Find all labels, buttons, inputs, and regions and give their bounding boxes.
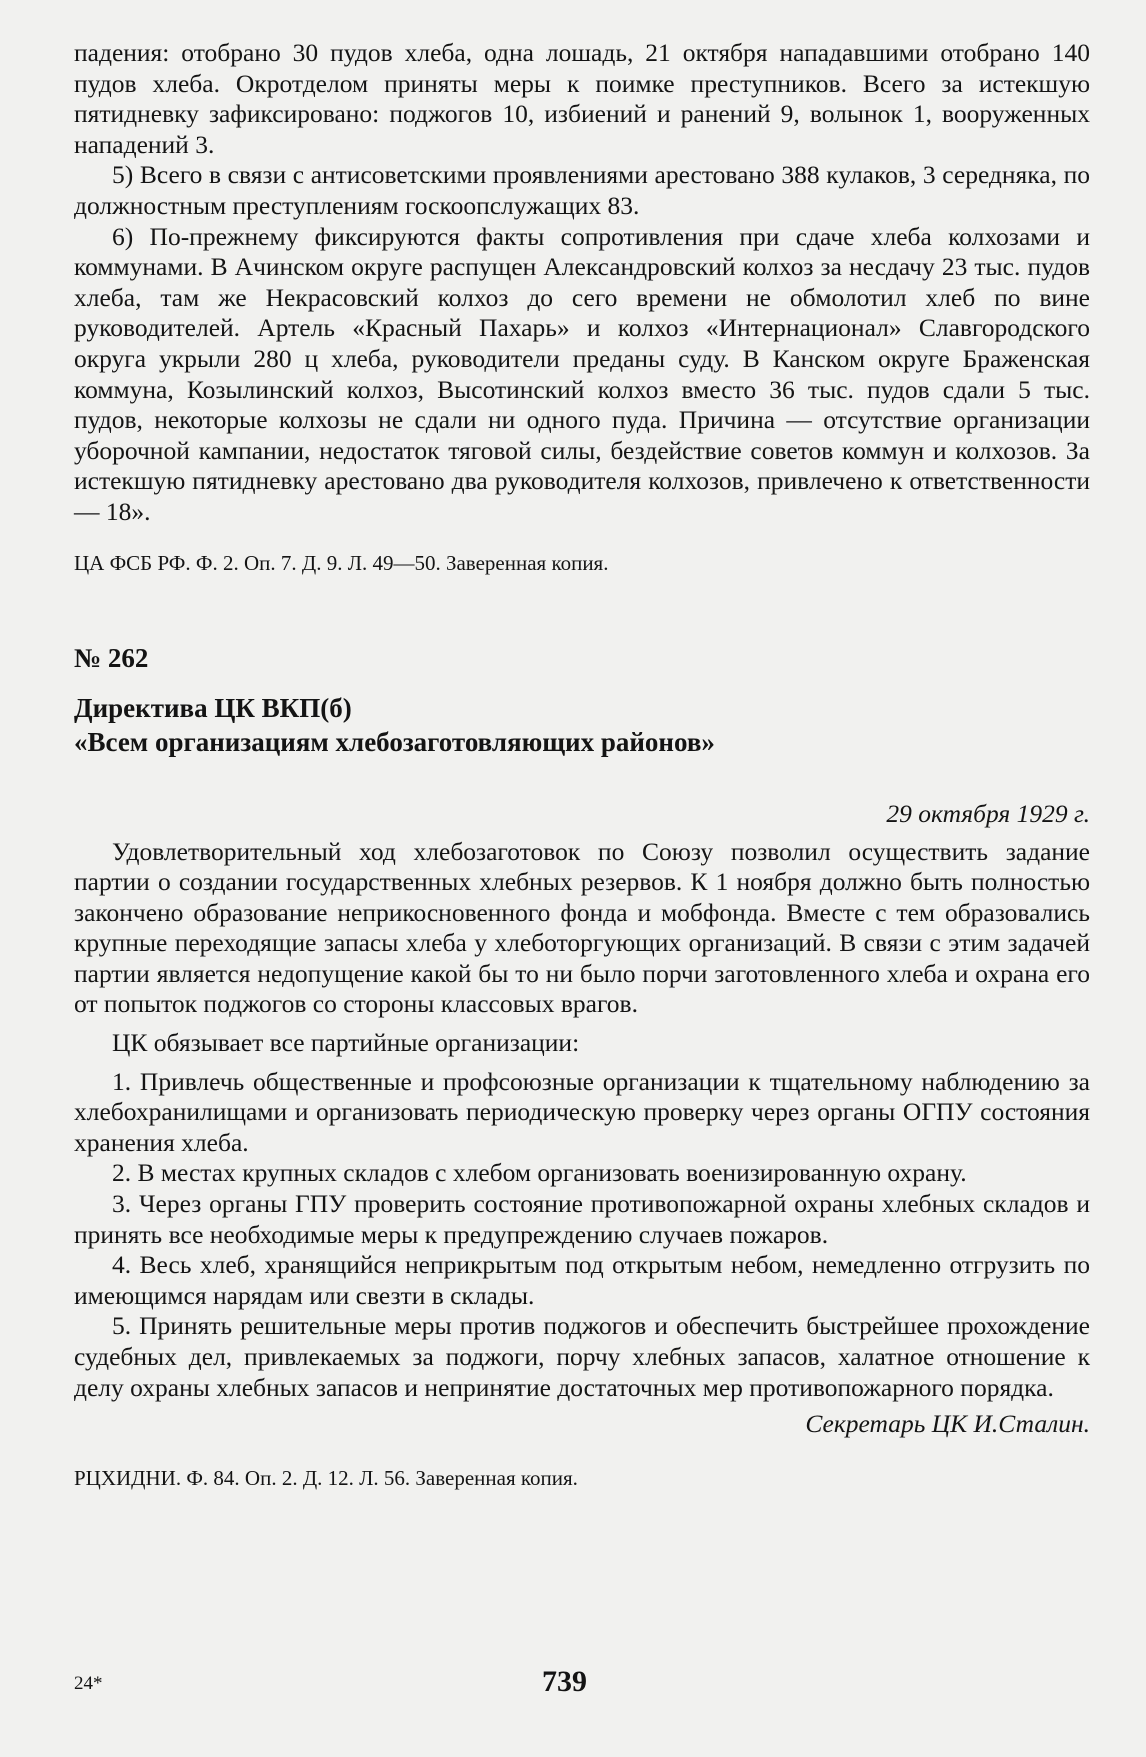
title-line-2: «Всем организациям хлебозаготовляющих районов» bbox=[74, 726, 715, 757]
paragraph: Удовлетворительный ход хлебозаготовок по Союзу позволил осуществить задание партии о создании государственных хлебных резервов. К 1 ноября должно быть полностью закончено образование неприкосновенного фонда и мобфонда. Вместе с тем образовались крупные переходящие запасы хлеба у хлеботоргующих организаций. В связи с этим задачей партии является недопущение какой бы то ни было порчи заготовленного хлеба и охрана его от попыток поджогов со стороны классовых врагов. bbox=[74, 836, 1090, 1019]
document-page bbox=[74, 38, 1090, 1491]
archive-source: РЦХИДНИ. Ф. 84. Оп. 2. Д. 12. Л. 56. Заверенная копия. bbox=[74, 1466, 578, 1491]
list-item: 5. Принять решительные меры против поджогов и обеспечить быстрейшее прохождение судебных дел, привлекаемых за поджоги, порчу хлебных запасов, халатное отношение к делу охраны хлебных запасов и непринятие достаточных мер противопожарного порядка. bbox=[74, 1311, 1090, 1402]
paragraph: 6) По-прежнему фиксируются факты сопротивления при сдаче хлеба колхозами и коммунами. В Ачинском округе распущен Александровский колхоз за несдачу 23 тыс. пудов хлеба, там же Некрасовский колхоз до сего времени не обмолотил хлеб по вине руководителей. Артель «Красный Пахарь» и колхоз «Интернационал» Славгородского округа укрыли 280 ц хлеба, руководители преданы суду. В Канском округе Браженская коммуна, Козылинский колхоз, Высотинский колхоз вместо 36 тыс. пудов сдали 5 тыс. пудов, некоторые колхозы не сдали ни одного пуда. Причина — отсутствие организации уборочной кампании, недостаток тяговой силы, бездействие советов коммун и колхозов. За истекшую пятидневку арестовано два руководителя колхозов, привлечено к ответственности — 18». bbox=[74, 221, 1090, 526]
list-item: 1. Привлечь общественные и профсоюзные организации к тщательному наблюдению за хлебохранилищами и организовать периодическую проверку через органы ОГПУ состояния хранения хлеба. bbox=[74, 1066, 1090, 1157]
page-footer bbox=[74, 1665, 1090, 1705]
signature: Секретарь ЦК И.Сталин. bbox=[805, 1409, 1090, 1439]
paragraph: ЦК обязывает все партийные организации: bbox=[112, 1028, 580, 1058]
title-line-1: Директива ЦК ВКП(б) bbox=[74, 692, 352, 723]
document-date: 29 октября 1929 г. bbox=[886, 798, 1090, 828]
signature-mark: 24* bbox=[74, 1673, 103, 1694]
list-item: 2. В местах крупных складов с хлебом организовать военизированную охрану. bbox=[112, 1158, 967, 1188]
document-262 bbox=[74, 642, 1090, 1492]
archive-source: ЦА ФСБ РФ. Ф. 2. Оп. 7. Д. 9. Л. 49—50. Заверенная копия. bbox=[74, 550, 609, 575]
list-item: 4. Весь хлеб, хранящийся неприкрытым под открытым небом, немедленно отгрузить по имеющимся нарядам или свезти в склады. bbox=[74, 1250, 1090, 1310]
previous-document-continuation bbox=[74, 38, 1090, 576]
paragraph: падения: отобрано 30 пудов хлеба, одна лошадь, 21 октября нападавшими отобрано 140 пудов хлеба. Окротделом приняты меры к поимке преступников. Всего за истекшую пятидневку зафиксировано: поджогов 10, избиений и ранений 9, волынок 1, вооруженных нападений 3. bbox=[74, 38, 1090, 159]
page-number: 739 bbox=[542, 1665, 587, 1698]
list-item: 3. Через органы ГПУ проверить состояние противопожарной охраны хлебных складов и принять все необходимые меры к предупреждению случаев пожаров. bbox=[74, 1189, 1090, 1249]
document-title bbox=[74, 691, 1090, 759]
document-number: № 262 bbox=[74, 642, 149, 673]
paragraph: 5) Всего в связи с антисоветскими проявлениями арестовано 388 кулаков, 3 середняка, по должностным преступлениям госкоопслужащих 83. bbox=[74, 160, 1090, 220]
